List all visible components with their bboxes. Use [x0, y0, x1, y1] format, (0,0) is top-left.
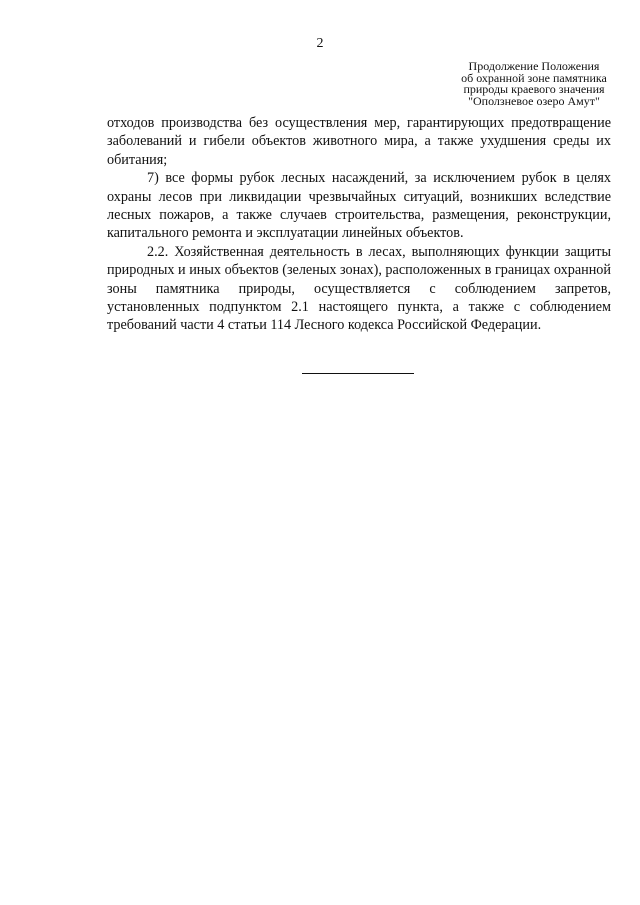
- document-body: [107, 114, 611, 335]
- page-number: 2: [316, 36, 324, 51]
- end-divider: [302, 373, 414, 374]
- header-line: Продолжение Положения: [468, 59, 600, 73]
- header-line: "Оползневое озеро Амут": [468, 93, 600, 108]
- body-paragraph: 2.2. Хозяйственная деятельность в лесах, выполняющих функции защиты природных и иных объектов (зеленых зонах), расположенных в границах охранной зоны памятника природы, осуществляется с соблюдением запретов, установленных подпунктом 2.1 настоящего пункта, а также с соблюдением требований части 4 статьи 114 Лесного кодекса Российской Федерации.: [107, 243, 611, 334]
- body-paragraph: отходов производства без осуществления мер, гарантирующих предотвращение заболеваний и гибели объектов животного мира, а также ухудшения среды их обитания;: [107, 115, 611, 168]
- header-line: природы краевого значения: [463, 82, 605, 96]
- body-paragraph: 7) все формы рубок лесных насаждений, за исключением рубок в целях охраны лесов при ликвидации чрезвычайных ситуаций, возникших вследствие лесных пожаров, а также случаев строительства, размещения, реконструкции, капитального ремонта и эксплуатации линейных объектов.: [107, 170, 611, 242]
- header-line: об охранной зоне памятника: [461, 70, 607, 85]
- continuation-header: [444, 61, 624, 107]
